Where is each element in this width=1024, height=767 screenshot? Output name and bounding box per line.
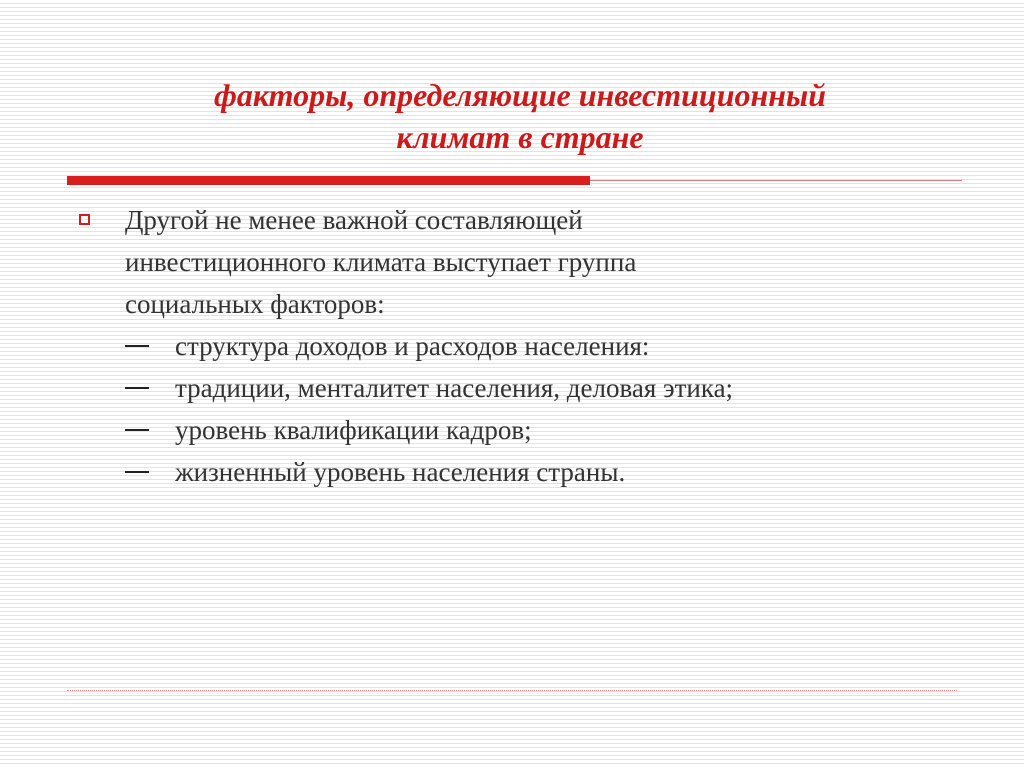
list-item bbox=[125, 325, 985, 367]
list-item bbox=[125, 451, 985, 493]
slide-title bbox=[100, 74, 940, 158]
intro-line-3: социальных факторов: bbox=[125, 289, 385, 319]
factor-list bbox=[125, 325, 985, 493]
title-underline-thick bbox=[67, 176, 590, 185]
list-item-text: жизненный уровень населения страны. bbox=[175, 456, 626, 487]
list-item-text: структура доходов и расходов населения: bbox=[175, 330, 650, 361]
dash-icon bbox=[125, 345, 149, 347]
list-item-text: традиции, менталитет населения, деловая этика; bbox=[175, 372, 734, 403]
dash-icon bbox=[125, 471, 149, 473]
intro-line-2: инвестиционного климата выступает группа bbox=[125, 247, 637, 277]
dash-icon bbox=[125, 387, 149, 389]
dash-icon bbox=[125, 429, 149, 431]
list-item-text: уровень квалификации кадров; bbox=[175, 414, 532, 445]
list-item bbox=[125, 367, 985, 409]
title-line-2: климат в стране bbox=[396, 119, 644, 155]
intro-line-1: Другой не менее важной составляющей bbox=[125, 205, 583, 235]
title-line-1: факторы, определяющие инвестиционный bbox=[213, 77, 827, 113]
hollow-square-icon bbox=[79, 214, 90, 225]
title-underline-thin bbox=[590, 180, 962, 181]
footer-divider bbox=[67, 690, 957, 691]
intro-paragraph bbox=[125, 199, 985, 325]
list-item bbox=[125, 409, 985, 451]
